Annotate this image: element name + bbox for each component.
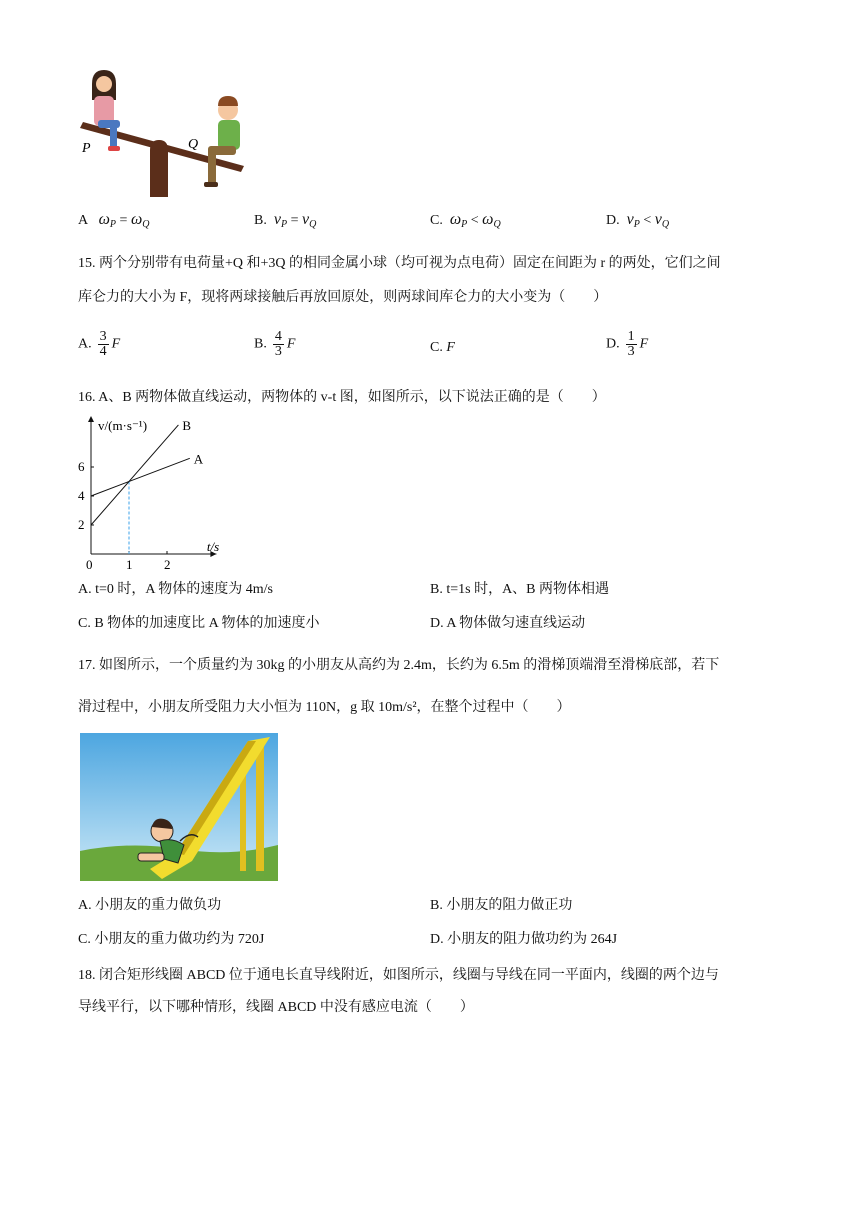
seesaw-figure xyxy=(78,66,248,200)
q17-option-d[interactable]: D. 小朋友的阻力做功约为 264J xyxy=(430,932,618,947)
slide-figure xyxy=(80,733,278,881)
series-line-b xyxy=(91,425,178,525)
q16-option-b[interactable]: B. t=1s 时，A、B 两物体相遇 xyxy=(430,582,610,597)
q17-option-b[interactable]: B. 小朋友的阻力做正功 xyxy=(430,898,573,913)
q14-option-a[interactable]: A $\omega_P = \omega_Q$ xyxy=(78,211,150,230)
q15-option-c[interactable]: C. F xyxy=(430,340,455,355)
series-line-a xyxy=(91,458,190,496)
q16-option-c[interactable]: C. B 物体的加速度比 A 物体的加速度小 xyxy=(78,616,320,631)
option-letter: A xyxy=(78,213,89,228)
series-label-a: A xyxy=(193,451,204,467)
y-tick-label: 4 xyxy=(78,488,85,503)
option-letter: D. xyxy=(606,213,620,228)
q15-option-b[interactable]: B. $\frac{4}{3}$ F xyxy=(254,329,296,359)
q15-option-d[interactable]: D. $\frac{1}{3}$ F xyxy=(606,329,649,359)
chart-axes xyxy=(78,416,219,572)
x-tick-label: 0 xyxy=(86,557,93,572)
y-axis-label: v/(m·s⁻¹) xyxy=(98,418,148,433)
q15-option-a[interactable]: A. $\frac{3}{4}$ F xyxy=(78,329,121,359)
q15-stem-line2: 库仑力的大小为 F，现将两球接触后再放回原处，则两球间库仑力的大小变为（ ） xyxy=(78,290,608,305)
y-tick-label: 6 xyxy=(78,459,85,474)
q14-option-b[interactable]: B. $v_P = v_Q$ xyxy=(254,211,317,230)
q17-stem-line1: 17. 如图所示，一个质量约为 30kg 的小朋友从高约为 2.4m，长约为 6.5m 的滑梯顶端滑至滑梯底部，若下 xyxy=(78,658,720,673)
label-q: Q xyxy=(188,137,199,152)
q18-stem-line2: 导线平行，以下哪种情形，线圈 ABCD 中没有感应电流（ ） xyxy=(78,1000,474,1015)
q17-option-a[interactable]: A. 小朋友的重力做负功 xyxy=(78,898,222,913)
vt-chart xyxy=(78,412,238,574)
x-axis-label: t/s xyxy=(206,539,220,554)
q14-option-d[interactable]: D. $v_P < v_Q$ xyxy=(606,211,670,230)
series-label-b: B xyxy=(182,417,192,433)
q18-stem-line1: 18. 闭合矩形线圈 ABCD 位于通电长直导线附近，如图所示，线圈与导线在同一平面内，线圈的两个边与 xyxy=(78,968,719,983)
x-tick-label: 1 xyxy=(126,557,133,572)
y-tick-label: 2 xyxy=(78,517,85,532)
q17-option-c[interactable]: C. 小朋友的重力做功约为 720J xyxy=(78,932,265,947)
q16-option-d[interactable]: D. A 物体做匀速直线运动 xyxy=(430,616,586,631)
option-letter: C. xyxy=(430,213,443,228)
q14-option-c[interactable]: C. $\omega_P < \omega_Q$ xyxy=(430,211,501,230)
q16-option-a[interactable]: A. t=0 时，A 物体的速度为 4m/s xyxy=(78,582,273,597)
y-axis-arrow xyxy=(88,416,94,422)
q16-stem: 16. A、B 两物体做直线运动，两物体的 v-t 图，如图所示，以下说法正确的是（ ） xyxy=(78,390,606,405)
label-p: P xyxy=(82,141,91,156)
q15-stem-line1: 15. 两个分别带有电荷量+Q 和+3Q 的相同金属小球（均可视为点电荷）固定在间距为 r 的两处，它们之间 xyxy=(78,256,721,271)
x-tick-label: 2 xyxy=(164,557,171,572)
option-letter: B. xyxy=(254,213,267,228)
chart-marks xyxy=(91,418,204,554)
q17-stem-line2: 滑过程中，小朋友所受阻力大小恒为 110N，g 取 10m/s²，在整个过程中（ ） xyxy=(78,700,571,715)
